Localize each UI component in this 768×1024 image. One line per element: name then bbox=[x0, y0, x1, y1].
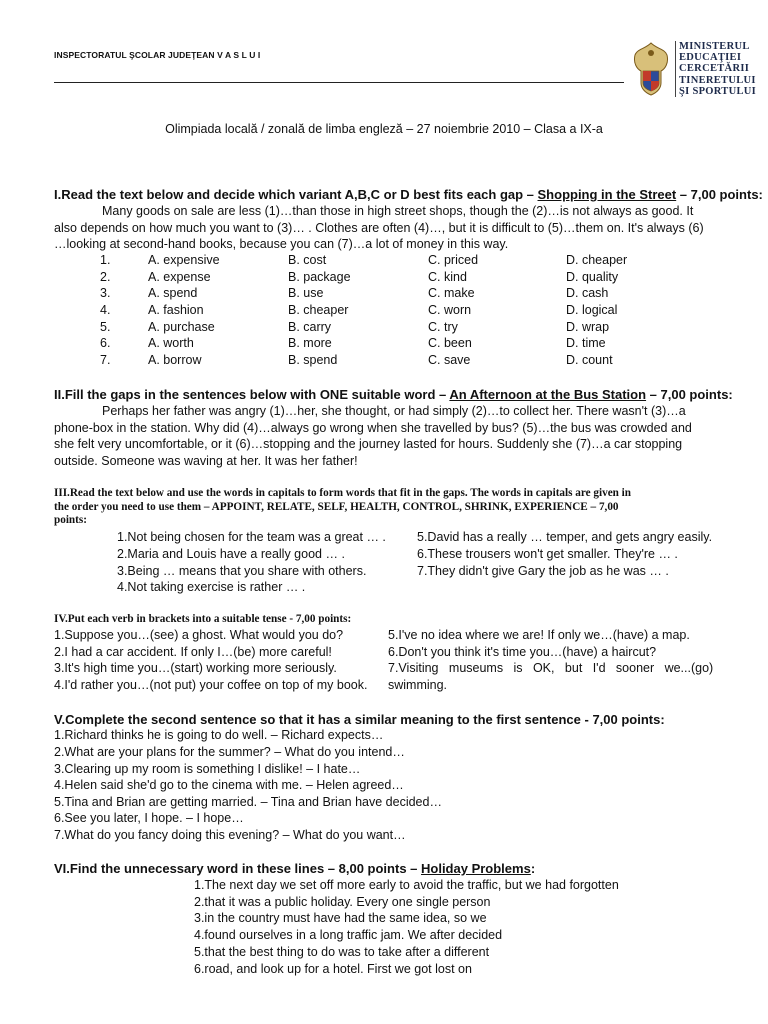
option-a: A. expense bbox=[148, 269, 211, 284]
section-3-item: 5.David has a really … temper, and gets angry easily. bbox=[417, 530, 713, 544]
section-3-item: 7.They didn't give Gary the job as he was … . bbox=[417, 564, 669, 578]
heading-topic: Holiday Problems bbox=[421, 861, 531, 876]
heading-text: VI.Find the unnecessary word in these lines – 8,00 points – bbox=[54, 861, 421, 876]
section-4-item: 4.I'd rather you…(not put) your coffee on top of my book. bbox=[54, 678, 368, 692]
section-2-heading bbox=[54, 387, 733, 402]
section-6-item: 3.in the country must have had the same idea, so we bbox=[194, 911, 487, 925]
option-c: C. try bbox=[428, 319, 458, 334]
option-c: C. worn bbox=[428, 303, 472, 318]
section-5-item: 6.See you later, I hope. – I hope… bbox=[54, 811, 244, 825]
heading-text: II.Fill the gaps in the sentences below with ONE suitable word – bbox=[54, 387, 450, 402]
heading-topic: Shopping in the Street bbox=[537, 187, 677, 202]
option-a: A. fashion bbox=[148, 303, 204, 318]
section-3-heading bbox=[54, 487, 734, 528]
text-line: she felt very uncomfortable, or it (6)…stopping and the journey lasted for hours. Suddenly she (7)…a car stopping bbox=[54, 437, 683, 452]
option-d: D. cheaper bbox=[566, 253, 628, 267]
text-line-content: Many goods on sale are less (1)…than those in high street shops, though the (2)…is not always as good. It bbox=[102, 204, 694, 218]
ministry-line: ŞI SPORTULUI bbox=[679, 85, 757, 97]
option-d: D. quality bbox=[566, 269, 619, 284]
option-number: 2. bbox=[100, 269, 111, 284]
option-b: B. use bbox=[288, 286, 324, 301]
section-6-item: 1.The next day we set off more early to avoid the traffic, but we had forgotten bbox=[194, 878, 619, 892]
ministry-line: MINISTERUL bbox=[679, 41, 750, 52]
heading-topic: An Afternoon at the Bus Station bbox=[449, 387, 647, 402]
section-4-item: 5.I've no idea where we are! If only we…(have) a map. bbox=[388, 628, 690, 642]
text-line: phone-box in the station. Why did (4)…always go wrong when she travelled by bus? (5)…the bus was crowded and bbox=[54, 420, 692, 435]
section-5-item: 5.Tina and Brian are getting married. – Tina and Brian have decided… bbox=[54, 795, 442, 809]
option-b: B. spend bbox=[288, 353, 338, 368]
section-6-item: 4.found ourselves in a long traffic jam. We after decided bbox=[194, 928, 503, 942]
option-b: B. cheaper bbox=[288, 303, 349, 318]
option-a: A. spend bbox=[148, 286, 198, 301]
exam-title: Olimpiada locală / zonală de limba engleză – 27 noiembrie 2010 – Clasa a IX-a bbox=[165, 122, 603, 136]
option-a: A. worth bbox=[148, 336, 194, 351]
option-a: A. purchase bbox=[148, 319, 215, 334]
option-number: 6. bbox=[100, 336, 111, 351]
text-line bbox=[54, 403, 712, 420]
section-5-item: 3.Clearing up my room is something I dislike! – I hate… bbox=[54, 762, 361, 776]
option-number: 7. bbox=[100, 353, 111, 368]
option-c: C. save bbox=[428, 353, 471, 368]
option-d: D. time bbox=[566, 336, 606, 351]
option-b: B. cost bbox=[288, 253, 327, 267]
ministry-line: TINERETULUI bbox=[679, 74, 756, 86]
coat-of-arms-icon bbox=[631, 41, 671, 97]
option-number: 4. bbox=[100, 303, 111, 318]
text-line-content: Perhaps her father was angry (1)…her, she thought, or had simply (2)…to collect her. There wasn't (3)…a bbox=[102, 404, 686, 418]
option-c: C. make bbox=[428, 286, 475, 301]
section-4-item: 7.Visiting museums is OK, but I'd sooner we...(go) bbox=[388, 661, 714, 675]
inspectorate-name: INSPECTORATUL ŞCOLAR JUDEŢEAN V A S L U I bbox=[54, 50, 261, 60]
ministry-line: CERCETĂRII bbox=[679, 63, 750, 75]
header-divider bbox=[54, 82, 624, 83]
option-number: 5. bbox=[100, 319, 111, 334]
option-number: 3. bbox=[100, 286, 111, 301]
option-c: C. priced bbox=[428, 253, 479, 267]
heading-text: – 7,00 points: bbox=[676, 187, 763, 202]
heading-line: the order you need to use them – APPOINT, RELATE, SELF, HEALTH, CONTROL, SHRINK, EXPERIENCE – 7,00 bbox=[54, 500, 619, 513]
ministry-divider bbox=[675, 41, 676, 97]
option-d: D. cash bbox=[566, 286, 609, 301]
option-number: 1. bbox=[100, 253, 111, 267]
heading-line: points: bbox=[54, 514, 87, 526]
section-1-heading bbox=[54, 187, 763, 202]
section-2-text bbox=[54, 403, 712, 469]
section-3-item: 6.These trousers won't get smaller. They're … . bbox=[417, 547, 678, 561]
section-4-item: 3.It's high time you…(start) working more seriously. bbox=[54, 661, 337, 675]
section-6-heading bbox=[54, 861, 535, 876]
section-5-heading: V.Complete the second sentence so that it has a similar meaning to the first sentence - 7,00 points: bbox=[54, 712, 665, 727]
option-d: D. logical bbox=[566, 303, 618, 318]
section-3-item: 3.Being … means that you share with others. bbox=[117, 564, 367, 578]
ministry-logo-text bbox=[679, 41, 756, 97]
section-6-item: 6.road, and look up for a hotel. First we got lost on bbox=[194, 962, 472, 976]
option-b: B. carry bbox=[288, 319, 332, 334]
heading-text: – 7,00 points: bbox=[646, 387, 733, 402]
section-5-item: 2.What are your plans for the summer? – What do you intend… bbox=[54, 745, 405, 759]
section-3-item: 4.Not taking exercise is rather … . bbox=[117, 580, 306, 594]
section-3-item: 2.Maria and Louis have a really good … . bbox=[117, 547, 345, 561]
text-line bbox=[54, 203, 712, 220]
text-line: …looking at second-hand books, because you can (7)…a lot of money in this way. bbox=[54, 237, 509, 252]
section-3-item: 1.Not being chosen for the team was a great … . bbox=[117, 530, 386, 544]
option-c: C. been bbox=[428, 336, 472, 351]
section-6-item: 5.that the best thing to do was to take after a different bbox=[194, 945, 490, 959]
option-d: D. wrap bbox=[566, 319, 610, 334]
option-c: C. kind bbox=[428, 269, 467, 284]
heading-text: : bbox=[530, 861, 536, 876]
section-4-item: swimming. bbox=[388, 678, 448, 692]
section-4-heading: IV.Put each verb in brackets into a suitable tense - 7,00 points: bbox=[54, 613, 352, 625]
section-4-item: 1.Suppose you…(see) a ghost. What would you do? bbox=[54, 628, 344, 642]
option-b: B. more bbox=[288, 336, 332, 351]
section-5-item: 7.What do you fancy doing this evening? – What do you want… bbox=[54, 828, 406, 842]
section-4-item: 6.Don't you think it's time you…(have) a haircut? bbox=[388, 645, 657, 659]
text-line: outside. Someone was waving at her. It was her father! bbox=[54, 453, 358, 468]
section-4-item: 2.I had a car accident. If only I…(be) more careful! bbox=[54, 645, 332, 659]
section-6-item: 2.that it was a public holiday. Every one single person bbox=[194, 895, 491, 909]
heading-line: III.Read the text below and use the words in capitals to form words that fit in the gaps. The words in capitals are given in bbox=[54, 487, 632, 499]
option-b: B. package bbox=[288, 269, 351, 284]
heading-text: I.Read the text below and decide which variant A,B,C or D best fits each gap – bbox=[54, 187, 538, 202]
ministry-line: EDUCAŢIEI bbox=[679, 52, 742, 64]
text-line: also depends on how much you want to (3)… . Clothes are often (4)…, but it is difficult to (5)…them on. It's always (6) bbox=[54, 220, 704, 235]
option-a: A. expensive bbox=[148, 253, 220, 267]
section-1-text bbox=[54, 203, 712, 253]
section-5-item: 1.Richard thinks he is going to do well. – Richard expects… bbox=[54, 728, 384, 742]
option-a: A. borrow bbox=[148, 353, 202, 368]
section-5-item: 4.Helen said she'd go to the cinema with me. – Helen agreed… bbox=[54, 778, 404, 792]
option-d: D. count bbox=[566, 353, 613, 368]
